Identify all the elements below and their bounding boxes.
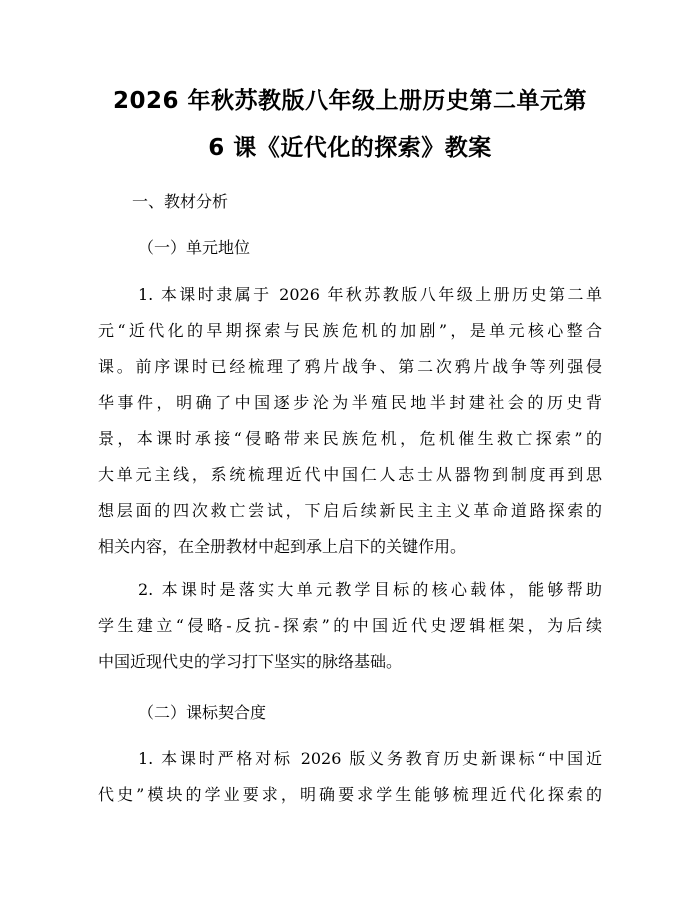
subsection-heading-curriculum-fit: （二）课标契合度: [138, 703, 267, 722]
paragraph-line: 学生建立“侵略-反抗-探索”的中国近代史逻辑框架，为后续: [98, 616, 602, 635]
paragraph-line: 2. 本课时是落实大单元教学目标的核心载体，能够帮助: [138, 580, 602, 599]
paragraph-line: 1. 本课时严格对标 2026 版义务教育历史新课标“中国近: [138, 749, 602, 768]
paragraph-line: 华事件，明确了中国逐步沦为半殖民地半封建社会的历史背: [98, 393, 602, 412]
paragraph-line: 1. 本课时隶属于 2026 年秋苏教版八年级上册历史第二单: [138, 285, 602, 304]
document-title-line-2: 6 课《近代化的探索》教案: [208, 135, 492, 161]
paragraph-line: 景，本课时承接“侵略带来民族危机，危机催生救亡探索”的: [98, 429, 602, 448]
paragraph-line: 代史”模块的学业要求，明确要求学生能够梳理近代化探索的: [98, 785, 602, 804]
subsection-heading-unit-position: （一）单元地位: [138, 238, 251, 257]
document-title-line-1: 2026 年秋苏教版八年级上册历史第二单元第: [112, 88, 588, 114]
paragraph-line: 元“近代化的早期探索与民族危机的加剧”，是单元核心整合: [98, 321, 602, 340]
section-heading: 一、教材分析: [132, 192, 229, 211]
paragraph-line: 相关内容，在全册教材中起到承上启下的关键作用。: [98, 537, 467, 556]
paragraph-line: 大单元主线，系统梳理近代中国仁人志士从器物到制度再到思: [98, 465, 602, 484]
paragraph-line: 课。前序课时已经梳理了鸦片战争、第二次鸦片战争等列强侵: [98, 357, 602, 376]
paragraph-line: 想层面的四次救亡尝试，下启后续新民主主义革命道路探索的: [98, 501, 602, 520]
paragraph-line: 中国近现代史的学习打下坚实的脉络基础。: [98, 652, 403, 671]
